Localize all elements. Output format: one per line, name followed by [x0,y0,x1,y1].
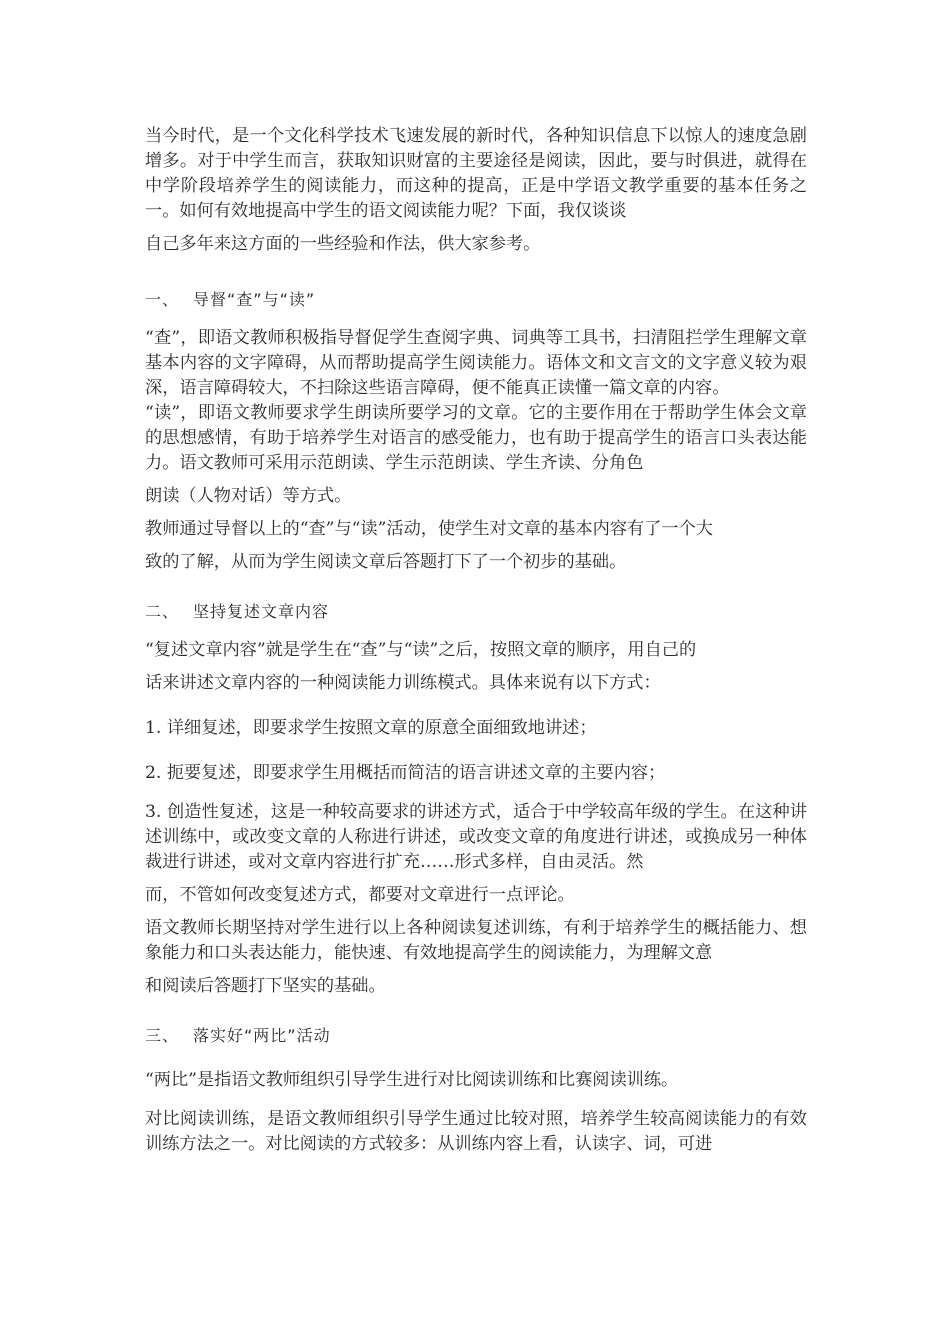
paragraph-retell-benefit: 语文教师长期坚持对学生进行以上各种阅读复述训练，有利于培养学生的概括能力、想象能力和口头表达能力，能快速、有效地提高学生的阅读能力，为理解文意 [145,918,807,963]
list-item-2: 2. 扼要复述，即要求学生用概括而简洁的语言讲述文章的主要内容； [145,763,666,783]
paragraph-cha: “查”，即语文教师积极指导督促学生查阅字典、词典等工具书，扫清阻拦学生理解文章基本内容的文字障碍，从而帮助提高学生阅读能力。语体文和文言文的文字意义较为艰深，语言障碍较大，不扫除这些语言障碍，便不能真正读懂一篇文章的内容。 [145,328,807,398]
list-item-3-continued: 而，不管如何改变复述方式，都要对文章进行一点评论。 [145,885,575,905]
intro-paragraph: 当今时代，是一个文化科学技术飞速发展的新时代，各种知识信息下以惊人的速度急剧增多。对于中学生而言，获取知识财富的主要途径是阅读，因此，要与时俱进，就得在中学阶段培养学生的阅读能力，而这种的提高，正是中学语文教学重要的基本任务之一。如何有效地提高中学生的语文阅读能力呢？下面，我仅谈谈 [145,126,807,221]
paragraph-two-compare: “两比”是指语文教师组织引导学生进行对比阅读训练和比赛阅读训练。 [145,1070,679,1090]
section-title: 落实好“两比”活动 [193,1026,331,1045]
section-heading-3 [145,1023,807,1048]
list-item-3: 3. 创造性复述，这是一种较高要求的讲述方式，适合于中学较高年级的学生。在这种讲述训练中，或改变文章的人称进行讲述，或改变文章的角度进行讲述，或换成另一种体裁进行讲述，或对文章内容进行扩充……形式多样，自由灵活。然 [145,802,807,872]
paragraph-retell-definition-continued: 话来讲述文章内容的一种阅读能力训练模式。具体来说有以下方式： [145,673,661,693]
section-title: 坚持复述文章内容 [193,602,330,621]
paragraph-du: “读”，即语文教师要求学生朗读所要学习的文章。它的主要作用在于帮助学生体会文章的思想感情，有助于培养学生对语言的感受能力，也有助于提高学生的语言口头表达能力。语文教师可采用示范朗读、学生示范朗读、学生齐读、分角色 [145,403,807,473]
paragraph-du-continued: 朗读（人物对话）等方式。 [145,486,352,506]
section-number: 三、 [145,1026,180,1045]
document-body [145,124,807,1157]
paragraph-summary-continued: 致的了解，从而为学生阅读文章后答题打下了一个初步的基础。 [145,552,627,572]
paragraph-retell-definition: “复述文章内容”就是学生在“查”与“读”之后，按照文章的顺序，用自己的 [145,640,697,660]
intro-paragraph-continued: 自己多年来这方面的一些经验和作法，供大家参考。 [145,234,541,254]
section-number: 一、 [145,290,180,309]
section-heading-2 [145,599,807,624]
paragraph-summary: 教师通过导督以上的“查”与“读”活动，使学生对文章的基本内容有了一个大 [145,519,713,539]
paragraph-retell-benefit-continued: 和阅读后答题打下坚实的基础。 [145,976,386,996]
section-title: 导督“查”与“读” [193,290,316,309]
list-item-1: 1. 详细复述，即要求学生按照文章的原意全面细致地讲述； [145,718,597,738]
section-heading-1 [145,287,807,312]
section-number: 二、 [145,602,180,621]
paragraph-contrast-reading: 对比阅读训练，是语文教师组织引导学生通过比较对照，培养学生较高阅读能力的有效训练方法之一。对比阅读的方式较多：从训练内容上看，认读字、词，可进 [145,1109,807,1154]
